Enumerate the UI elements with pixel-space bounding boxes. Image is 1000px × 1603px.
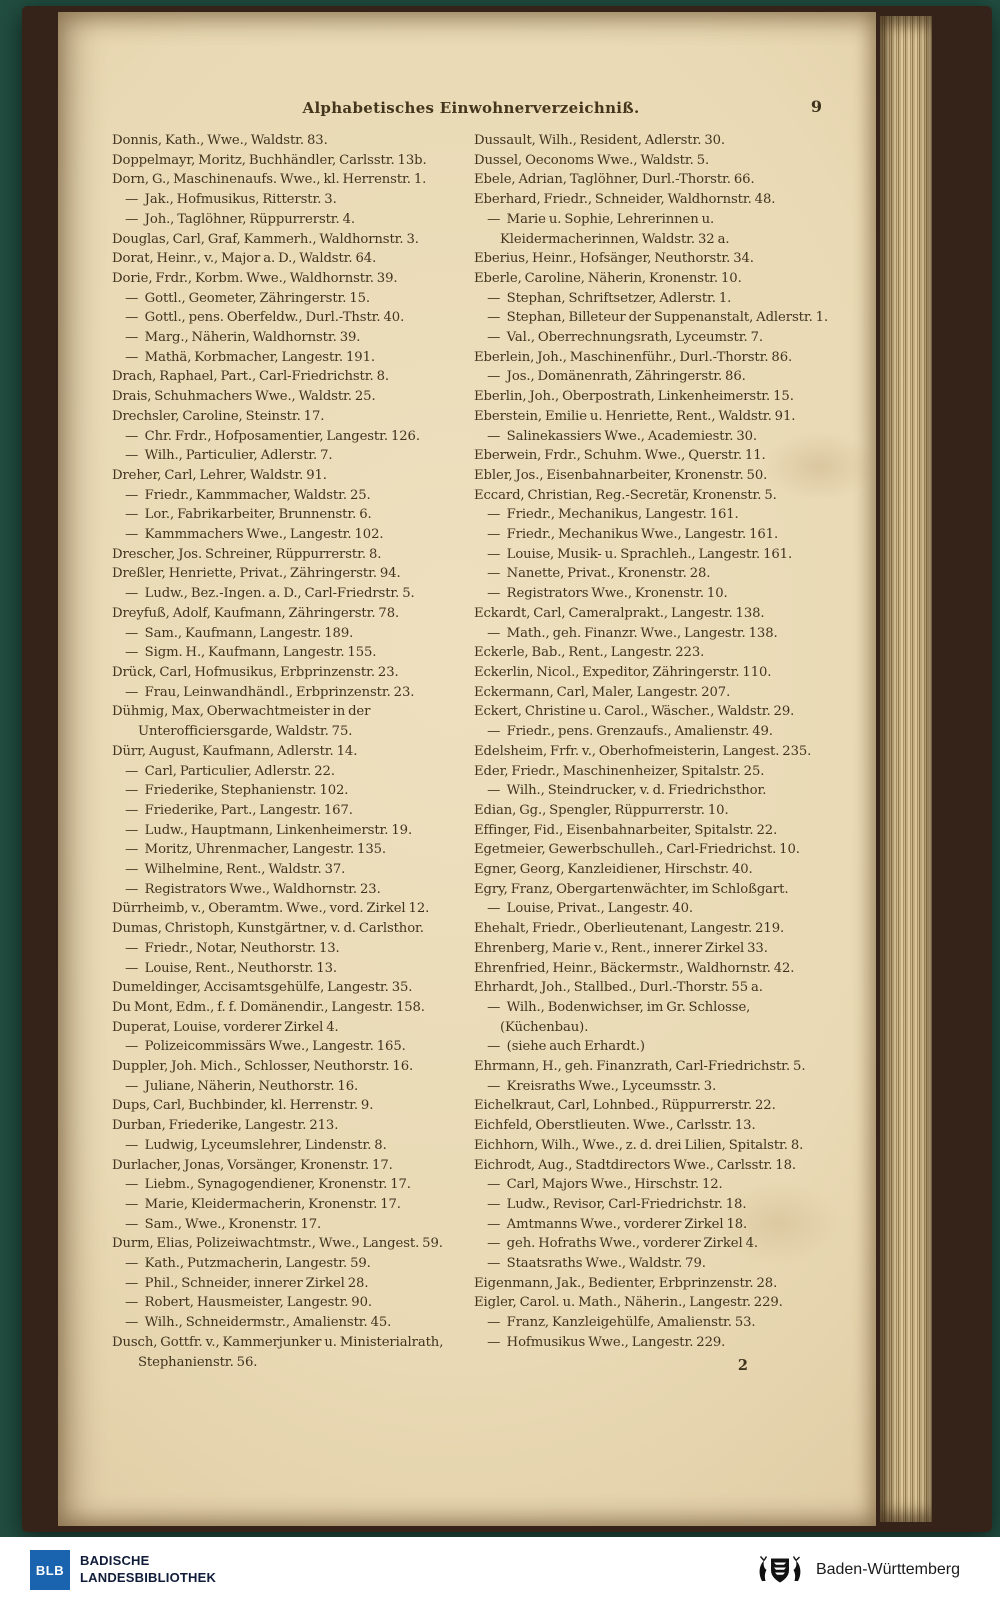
directory-entry: — Frau, Leinwandhändl., Erbprinzenstr. 23. (112, 684, 415, 700)
book-scan (22, 6, 992, 1532)
directory-entry: — Friederike, Stephanienstr. 102. (112, 783, 349, 799)
directory-entry: Ebler, Jos., Eisenbahnarbeiter, Kronenstr. 50. (474, 467, 768, 483)
directory-entry: — Robert, Hausmeister, Langestr. 90. (112, 1295, 372, 1311)
directory-entry: Eichelkraut, Carl, Lohnbed., Rüppurrerstr. 22. (474, 1098, 776, 1114)
directory-entry: — Gottl., pens. Oberfeldw., Durl.-Thstr. 40. (112, 310, 405, 326)
directory-entry: — Hofmusikus Wwe., Langestr. 229. (474, 1334, 726, 1350)
directory-entry: — Wilh., Particulier, Adlerstr. 7. (112, 448, 333, 464)
directory-entry: — Nanette, Privat., Kronenstr. 28. (474, 566, 711, 582)
directory-entry: — Friederike, Part., Langestr. 167. (112, 802, 353, 818)
directory-entry: Drescher, Jos. Schreiner, Rüppurrerstr. 8. (112, 546, 382, 562)
directory-entry: Eberstein, Emilie u. Henriette, Rent., Waldstr. 91. (474, 408, 796, 424)
directory-entry: Dussault, Wilh., Resident, Adlerstr. 30. (474, 133, 725, 148)
directory-entry: — Ludwig, Lyceumslehrer, Lindenstr. 8. (112, 1137, 387, 1153)
directory-entry: — Marie, Kleidermacherin, Kronenstr. 17. (112, 1196, 401, 1212)
page-number: 9 (810, 97, 822, 116)
directory-entry: Du Mont, Edm., f. f. Domänendir., Langestr. 158. (112, 999, 425, 1015)
directory-entry: Doppelmayr, Moritz, Buchhändler, Carlsstr. 13b. (112, 152, 427, 168)
directory-entry: Drais, Schuhmachers Wwe., Waldstr. 25. (112, 389, 376, 405)
directory-entry: Ehrmann, H., geh. Finanzrath, Carl-Friedrichstr. 5. (474, 1059, 806, 1075)
directory-entry: Eccard, Christian, Reg.-Secretär, Kronenstr. 5. (474, 487, 777, 503)
directory-entry: Eckerlin, Nicol., Expeditor, Zähringerstr. 110. (474, 664, 772, 680)
directory-entry: — Staatsraths Wwe., Waldstr. 79. (474, 1256, 706, 1272)
library-name-line2: LANDESBIBLIOTHEK (80, 1570, 217, 1585)
directory-entry: Egetmeier, Gewerbschulleh., Carl-Friedrichst. 10. (474, 842, 800, 858)
directory-entry: — Friedr., Mechanikus, Langestr. 161. (474, 507, 739, 523)
directory-entry: — Carl, Majors Wwe., Hirschstr. 12. (474, 1177, 723, 1193)
directory-entry: — Chr. Frdr., Hofposamentier, Langestr. 126. (112, 428, 420, 444)
directory-entry: Dorat, Heinr., v., Major a. D., Waldstr. 64. (112, 251, 377, 267)
library-name (80, 1553, 216, 1587)
directory-entry: Ehrenberg, Marie v., Rent., innerer Zirkel 33. (474, 940, 768, 956)
directory-entry: Durm, Elias, Polizeiwachtmstr., Wwe., Langest. 59. (112, 1236, 443, 1252)
directory-entry: — Ludw., Bez.-Ingen. a. D., Carl-Friedrstr. 5. (112, 586, 415, 602)
directory-entry: Dumeldinger, Accisamtsgehülfe, Langestr. 35. (112, 980, 413, 996)
directory-entry: Dusch, Gottfr. v., Kammerjunker u. Ministerialrath, Stephanienstr. 56. (112, 1334, 444, 1370)
directory-entry: Eckardt, Carl, Cameralprakt., Langestr. 138. (474, 605, 765, 621)
directory-entry: Eberwein, Frdr., Schuhm. Wwe., Querstr. 11. (474, 448, 766, 464)
directory-entry: — Mathä, Korbmacher, Langestr. 191. (112, 349, 375, 365)
directory-entry: Eckermann, Carl, Maler, Langestr. 207. (474, 684, 731, 700)
directory-entry: Dorie, Frdr., Korbm. Wwe., Waldhornstr. 39. (112, 270, 398, 286)
directory-entry: — geh. Hofraths Wwe., vorderer Zirkel 4. (474, 1236, 758, 1252)
directory-entry: Donnis, Kath., Wwe., Waldstr. 83. (112, 133, 328, 148)
directory-entry: — Jak., Hofmusikus, Ritterstr. 3. (112, 192, 337, 208)
directory-entry: — Ludw., Revisor, Carl-Friedrichstr. 18. (474, 1196, 747, 1212)
directory-columns (112, 131, 832, 1374)
directory-entry: — Gottl., Geometer, Zähringerstr. 15. (112, 290, 371, 306)
running-title: Alphabetisches Einwohnerverzeichniß. (302, 99, 640, 117)
directory-column-left-wrap (112, 131, 464, 1374)
library-footer-bar (0, 1537, 1000, 1603)
directory-entry: Dreßler, Henriette, Privat., Zähringerstr. 94. (112, 566, 401, 582)
directory-entry: — Kath., Putzmacherin, Langestr. 59. (112, 1256, 371, 1272)
directory-entry: — Polizeicommissärs Wwe., Langestr. 165. (112, 1039, 406, 1055)
directory-entry: Eberhard, Friedr., Schneider, Waldhornstr. 48. (474, 192, 776, 208)
directory-entry: — Louise, Privat., Langestr. 40. (474, 901, 693, 917)
directory-entry: Eberlein, Joh., Maschinenführ., Durl.-Thorstr. 86. (474, 349, 793, 365)
directory-entry: — Ludw., Hauptmann, Linkenheimerstr. 19. (112, 822, 413, 838)
directory-entry: — Moritz, Uhrenmacher, Langestr. 135. (112, 842, 386, 858)
directory-entry: — Val., Oberrechnungsrath, Lyceumstr. 7. (474, 330, 763, 346)
directory-entry: — Kammmachers Wwe., Langestr. 102. (112, 527, 384, 543)
coat-of-arms-icon (754, 1554, 806, 1586)
directory-entry: Dorn, G., Maschinenaufs. Wwe., kl. Herrenstr. 1. (112, 172, 427, 188)
directory-entry: — Kreisraths Wwe., Lyceumsstr. 3. (474, 1078, 717, 1094)
blb-logo: BLB (30, 1550, 70, 1590)
directory-entry: Egry, Franz, Obergartenwächter, im Schloßgart. (474, 881, 789, 897)
directory-entry: — Sam., Wwe., Kronenstr. 17. (112, 1216, 322, 1232)
directory-entry: Eckert, Christine u. Carol., Wäscher., Waldstr. 29. (474, 704, 795, 720)
page-header (112, 98, 830, 117)
directory-entry: Drach, Raphael, Part., Carl-Friedrichstr. 8. (112, 369, 389, 385)
directory-entry: — Salinekassiers Wwe., Academiestr. 30. (474, 428, 758, 444)
sheet-signature: 2 (737, 1356, 748, 1374)
directory-entry: Drechsler, Caroline, Steinstr. 17. (112, 408, 325, 424)
directory-entry: Eichhorn, Wilh., Wwe., z. d. drei Lilien, Spitalstr. 8. (474, 1137, 804, 1153)
directory-entry: Eichfeld, Oberstlieuten. Wwe., Carlsstr. 13. (474, 1118, 756, 1134)
directory-entry: — Franz, Kanzleigehülfe, Amalienstr. 53. (474, 1315, 756, 1331)
directory-entry: — Registrators Wwe., Kronenstr. 10. (474, 586, 728, 602)
directory-entry: Eigler, Carol. u. Math., Näherin., Langestr. 229. (474, 1295, 783, 1311)
library-branding (30, 1550, 216, 1590)
directory-entry: Dühmig, Max, Oberwachtmeister in der Unterofficiersgarde, Waldstr. 75. (112, 704, 371, 740)
directory-entry: — Marie u. Sophie, Lehrerinnen u. Kleidermacherinnen, Waldstr. 32 a. (474, 211, 730, 247)
directory-entry: Drück, Carl, Hofmusikus, Erbprinzenstr. 23. (112, 664, 399, 680)
directory-entry: Dreyfuß, Adolf, Kaufmann, Zähringerstr. 78. (112, 605, 400, 621)
directory-entry: — Friedr., Kammmacher, Waldstr. 25. (112, 487, 371, 503)
directory-entry: Ehrenfried, Heinr., Bäckermstr., Waldhornstr. 42. (474, 960, 795, 976)
directory-entry: Eder, Friedr., Maschinenheizer, Spitalstr. 25. (474, 763, 765, 779)
directory-entry: Duppler, Joh. Mich., Schlosser, Neuthorstr. 16. (112, 1059, 414, 1075)
directory-entry: — Registrators Wwe., Waldhornstr. 23. (112, 881, 381, 897)
directory-entry: — Stephan, Schriftsetzer, Adlerstr. 1. (474, 290, 732, 306)
directory-entry: — Wilhelmine, Rent., Waldstr. 37. (112, 862, 346, 878)
book-page (58, 12, 876, 1526)
directory-entry: — Wilh., Steindrucker, v. d. Friedrichsthor. (474, 783, 767, 799)
directory-entry: Edian, Gg., Spengler, Rüppurrerstr. 10. (474, 802, 729, 818)
directory-entry: Eigenmann, Jak., Bedienter, Erbprinzenstr. 28. (474, 1275, 778, 1291)
directory-entry: Dürrheimb, v., Oberamtm. Wwe., vord. Zirkel 12. (112, 901, 430, 917)
directory-entry: Douglas, Carl, Graf, Kammerh., Waldhornstr. 3. (112, 231, 419, 247)
directory-entry: Edelsheim, Frfr. v., Oberhofmeisterin, Langest. 235. (474, 743, 812, 759)
directory-entry: — Louise, Musik- u. Sprachleh., Langestr. 161. (474, 546, 793, 562)
library-name-line1: BADISCHE (80, 1553, 150, 1569)
directory-entry: — Wilh., Bodenwichser, im Gr. Schlosse, (Küchenbau). (474, 999, 751, 1035)
directory-entry: Ehehalt, Friedr., Oberlieutenant, Langestr. 219. (474, 921, 785, 937)
directory-entry: — Lor., Fabrikarbeiter, Brunnenstr. 6. (112, 507, 372, 523)
directory-entry: Dumas, Christoph, Kunstgärtner, v. d. Carlsthor. (112, 921, 424, 937)
directory-entry: — Louise, Rent., Neuthorstr. 13. (112, 960, 337, 976)
directory-entry: Eberius, Heinr., Hofsänger, Neuthorstr. 34. (474, 251, 754, 267)
region-branding (754, 1554, 960, 1586)
directory-column-left (112, 131, 464, 1372)
directory-entry: — Jos., Domänenrath, Zähringerstr. 86. (474, 369, 746, 385)
directory-entry: — Friedr., pens. Grenzaufs., Amalienstr. 49. (474, 724, 773, 740)
directory-entry: Dreher, Carl, Lehrer, Waldstr. 91. (112, 467, 327, 483)
directory-entry: Eichrodt, Aug., Stadtdirectors Wwe., Carlsstr. 18. (474, 1157, 796, 1173)
directory-entry: — (siehe auch Erhardt.) (474, 1039, 645, 1055)
directory-entry: — Friedr., Mechanikus Wwe., Langestr. 161. (474, 527, 779, 543)
directory-entry: Durban, Friederike, Langestr. 213. (112, 1118, 339, 1134)
directory-column-right (474, 131, 832, 1353)
directory-entry: — Joh., Taglöhner, Rüppurrerstr. 4. (112, 211, 356, 227)
directory-entry: Eckerle, Bab., Rent., Langestr. 223. (474, 645, 705, 661)
directory-entry: Duperat, Louise, vorderer Zirkel 4. (112, 1019, 339, 1035)
directory-entry: — Math., geh. Finanzr. Wwe., Langestr. 138. (474, 625, 778, 641)
directory-entry: Dussel, Oeconoms Wwe., Waldstr. 5. (474, 152, 710, 168)
directory-entry: — Amtmanns Wwe., vorderer Zirkel 18. (474, 1216, 748, 1232)
directory-entry: Dürr, August, Kaufmann, Adlerstr. 14. (112, 743, 358, 759)
directory-entry: Egner, Georg, Kanzleidiener, Hirschstr. 40. (474, 862, 753, 878)
directory-entry: — Juliane, Näherin, Neuthorstr. 16. (112, 1078, 359, 1094)
directory-entry: — Wilh., Schneidermstr., Amalienstr. 45. (112, 1315, 392, 1331)
directory-entry: Ehrhardt, Joh., Stallbed., Durl.-Thorstr. 55 a. (474, 980, 763, 996)
directory-column-right-wrap (474, 131, 832, 1374)
directory-entry: Eberlin, Joh., Oberpostrath, Linkenheimerstr. 15. (474, 389, 794, 405)
region-label: Baden-Württemberg (815, 1561, 960, 1578)
directory-entry: — Phil., Schneider, innerer Zirkel 28. (112, 1275, 369, 1291)
book-page-edges (880, 16, 932, 1522)
directory-entry: — Marg., Näherin, Waldhornstr. 39. (112, 330, 361, 346)
directory-entry: Effinger, Fid., Eisenbahnarbeiter, Spitalstr. 22. (474, 822, 778, 838)
directory-entry: — Sam., Kaufmann, Langestr. 189. (112, 625, 354, 641)
directory-entry: — Friedr., Notar, Neuthorstr. 13. (112, 940, 340, 956)
directory-entry: Dups, Carl, Buchbinder, kl. Herrenstr. 9. (112, 1098, 374, 1114)
directory-entry: — Stephan, Billeteur der Suppenanstalt, Adlerstr. 1. (474, 310, 829, 326)
directory-entry: — Liebm., Synagogendiener, Kronenstr. 17. (112, 1177, 411, 1193)
directory-entry: Eberle, Caroline, Näherin, Kronenstr. 10. (474, 270, 742, 286)
directory-entry: Durlacher, Jonas, Vorsänger, Kronenstr. 17. (112, 1157, 393, 1173)
directory-entry: — Carl, Particulier, Adlerstr. 22. (112, 763, 335, 779)
directory-entry: Ebele, Adrian, Taglöhner, Durl.-Thorstr. 66. (474, 172, 755, 188)
directory-entry: — Sigm. H., Kaufmann, Langestr. 155. (112, 645, 377, 661)
